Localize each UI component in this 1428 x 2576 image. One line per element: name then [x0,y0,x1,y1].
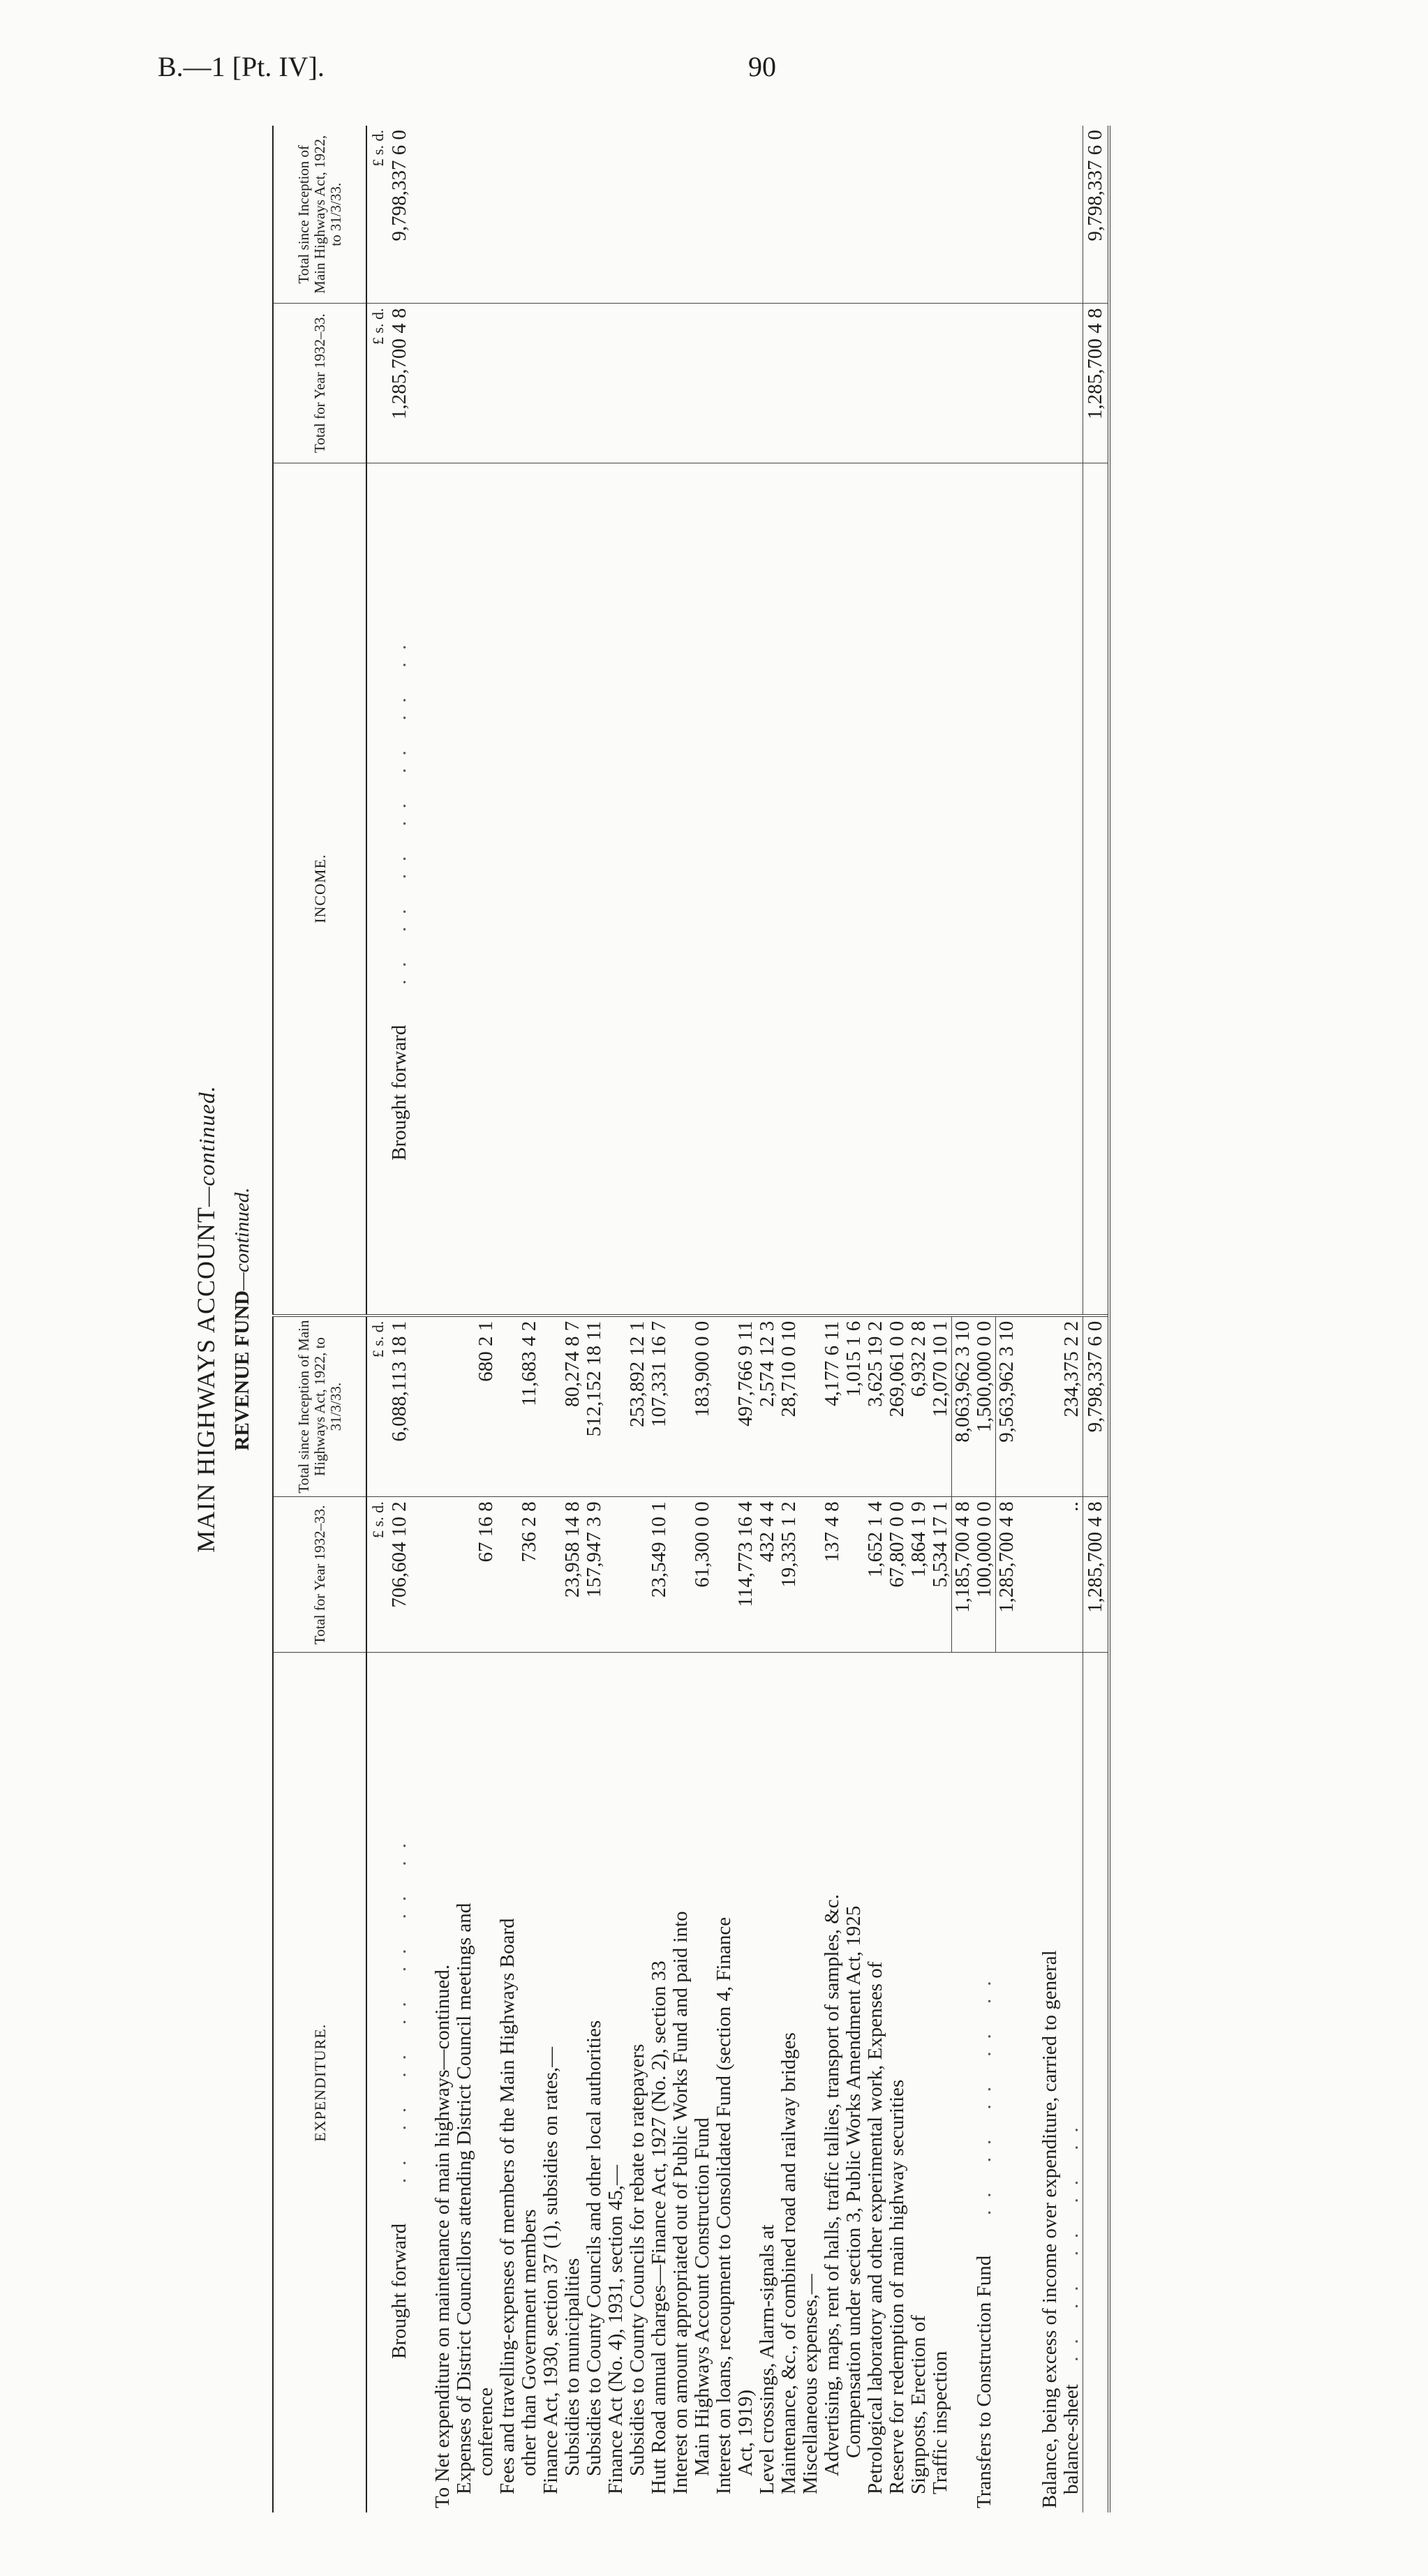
expenditure-line-since: 253,892 12 1 [627,1316,648,1497]
units-label: £ s. d. [366,126,389,304]
col-inc-total-year: Total for Year 1932–33. [273,304,366,463]
inc-bf-year: 1,285,700 4 8 [389,304,410,463]
expenditure-line-since: 28,710 0 10 [778,1316,800,1497]
expenditure-line-row [648,126,670,2512]
subtotal2-row [996,126,1018,2512]
expenditure-line-label: Fees and travelling-expenses of members of the Main Highways Board [496,1918,519,2494]
brought-forward-row [389,126,410,2512]
expenditure-line-since: 680 2 1 [475,1316,497,1497]
expenditure-line-since [454,1316,475,1497]
expenditure-line-row [519,126,540,2512]
expenditure-line-since: 512,152 18 11 [583,1316,605,1497]
expenditure-line-label: conference [475,2387,497,2476]
balance-since: 234,375 2 2 [1061,1316,1083,1497]
net-expenditure-heading-row [432,126,454,2512]
expenditure-line-year: 5,534 17 1 [930,1497,952,1653]
column-header-row [273,126,366,2512]
exp-brought-forward-text: Brought forward [388,2223,410,2359]
col-expenditure: EXPENDITURE. [273,1653,366,2512]
expenditure-line-year: 67 16 8 [475,1497,497,1653]
balance-row-2 [1061,126,1083,2512]
expenditure-line-year: 19,335 1 2 [778,1497,800,1653]
expenditure-line-since: 497,766 9 11 [735,1316,757,1497]
expenditure-line-row [627,126,648,2512]
expenditure-line-year [605,1497,627,1653]
expenditure-line-since [713,1316,735,1497]
expenditure-line-year: 736 2 8 [519,1497,540,1653]
expenditure-line-since: 12,070 10 1 [930,1316,952,1497]
expenditure-line-row [562,126,583,2512]
expenditure-line-year [454,1497,475,1653]
exp-bf-since: 6,088,113 18 1 [389,1316,410,1497]
expenditure-line-since: 80,274 8 7 [562,1316,583,1497]
expenditure-line-label: Reserve for redemption of main highway securities [886,2079,908,2494]
subtotal-since: 8,063,962 3 10 [952,1316,974,1497]
balance-label-2-text: balance-sheet [1060,2384,1083,2494]
expenditure-lines [454,126,952,2512]
fund-title-text: REVENUE FUND [231,1290,253,1451]
expenditure-line-row [908,126,930,2512]
account-title-suffix: —continued. [194,1085,219,1207]
transfers-year: 100,000 0 0 [974,1497,996,1653]
expenditure-line-year: 1,864 1 9 [908,1497,930,1653]
expenditure-line-year: 23,549 10 1 [648,1497,670,1653]
units-label: £ s. d. [366,1316,389,1497]
expenditure-line-year [497,1497,519,1653]
page-number: 90 [748,51,776,82]
expenditure-line-year: 67,807 0 0 [886,1497,908,1653]
expenditure-line-label: Expenses of District Councillors attending District Council meetings and [453,1903,475,2494]
expenditure-line-row [497,126,519,2512]
expenditure-line-label: Interest on loans, recoupment to Consolidated Fund (section 4, Finance [713,1916,735,2494]
subtotal2-year: 1,285,700 4 8 [996,1497,1018,1653]
expenditure-line-since [605,1316,627,1497]
inc-brought-forward-text: Brought forward [388,1025,410,1161]
units-label: £ s. d. [366,1497,389,1653]
subtotal2-since: 9,563,962 3 10 [996,1316,1018,1497]
expenditure-line-since: 3,625 19 2 [865,1316,886,1497]
exp-total-year: 1,285,700 4 8 [1083,1497,1110,1653]
expenditure-line-year [540,1497,562,1653]
col-exp-total-since: Total since Inception of Main Highways Act, 1922, to 31/3/33. [273,1316,366,1497]
expenditure-line-row [475,126,497,2512]
balance-row-1 [1039,126,1061,2512]
expenditure-line-label: Hutt Road annual charges—Finance Act, 1927 (No. 2), section 33 [648,1960,670,2494]
expenditure-line-row [930,126,952,2512]
rotated-account-table [192,126,1326,2512]
expenditure-line-label: Finance Act (No. 4), 1931, section 45,— [604,2165,627,2494]
units-label: £ s. d. [366,304,389,463]
expenditure-line-year: 114,773 16 4 [735,1497,757,1653]
inc-bf-since: 9,798,337 6 0 [389,126,410,304]
balance-label: Balance, being excess of income over expenditure, carried to general [1039,1950,1061,2508]
fund-title [232,126,253,2512]
transfers-since: 1,500,000 0 0 [974,1316,996,1497]
expenditure-line-year: 432 4 4 [757,1497,778,1653]
expenditure-line-row [886,126,908,2512]
expenditure-line-row [843,126,865,2512]
expenditure-line-year: 61,300 0 0 [692,1497,713,1653]
inc-total-since: 9,798,337 6 0 [1083,126,1110,304]
expenditure-line-year: 23,958 14 8 [562,1497,583,1653]
expenditure-line-label: Interest on amount appropriated out of Public Works Fund and paid into [669,1911,692,2494]
expenditure-line-row [735,126,757,2512]
expenditure-line-since: 1,015 1 6 [843,1316,865,1497]
units-row [366,126,389,2512]
expenditure-line-since: 6,932 2 8 [908,1316,930,1497]
expenditure-line-label: Miscellaneous expenses,— [799,2274,821,2494]
expenditure-line-row [713,126,735,2512]
expenditure-line-year [713,1497,735,1653]
col-income: INCOME. [273,463,366,1315]
exp-brought-forward-label: Brought forward .. .. .. .. .. .. .. [388,1831,410,2359]
expenditure-line-label: Signposts, Erection of [907,2315,930,2494]
expenditure-line-label: Maintenance, &c., of combined road and railway bridges [778,2032,800,2494]
expenditure-line-since [497,1316,519,1497]
expenditure-line-year [843,1497,865,1653]
transfers-text: Transfers to Construction Fund [973,2255,995,2508]
expenditure-line-label: Petrological laboratory and other experimental work, Expenses of [864,1961,886,2494]
expenditure-line-year: 1,652 1 4 [865,1497,886,1653]
expenditure-line-row [865,126,886,2512]
expenditure-line-row [778,126,800,2512]
exp-total-since: 9,798,337 6 0 [1083,1316,1110,1497]
expenditure-line-year [627,1497,648,1653]
expenditure-line-label: Act, 1919) [734,2389,757,2476]
net-expenditure-heading: To Net expenditure on maintenance of main highways—continued. [431,1964,454,2508]
expenditure-line-year [670,1497,692,1653]
col-exp-total-year: Total for Year 1932–33. [273,1497,366,1653]
col-inc-total-since: Total since Inception of Main Highways Act, 1922, to 31/3/33. [273,126,366,304]
subtotal-row [952,126,974,2512]
expenditure-line-row [454,126,475,2512]
expenditure-line-row [670,126,692,2512]
exp-bf-year: 706,604 10 2 [389,1497,410,1653]
expenditure-line-year: 137 4 8 [821,1497,843,1653]
total-row [1083,126,1110,2512]
balance-year: .. [1061,1497,1083,1653]
expenditure-line-row [821,126,843,2512]
expenditure-line-since [540,1316,562,1497]
expenditure-line-row [583,126,605,2512]
expenditure-line-label: Subsidies to County Councils and other local authorities [583,2020,605,2476]
expenditure-line-row [692,126,713,2512]
page-reference: B.—1 [Pt. IV]. [158,51,325,82]
expenditure-line-since: 4,177 6 11 [821,1316,843,1497]
expenditure-line-since: 183,900 0 0 [692,1316,713,1497]
expenditure-line-year [800,1497,821,1653]
expenditure-line-label: other than Government members [518,2209,540,2476]
inc-brought-forward-label: Brought forward .. .. .. .. .. .. .. [389,463,410,1315]
transfers-label: Transfers to Construction Fund .. .. .. .. .. [973,1968,995,2508]
expenditure-line-since [670,1316,692,1497]
expenditure-line-row [800,126,821,2512]
subtotal-year: 1,185,700 4 8 [952,1497,974,1653]
transfers-row [974,126,996,2512]
expenditure-line-label: Main Highways Account Construction Fund [691,2117,713,2476]
expenditure-line-since: 269,061 0 0 [886,1316,908,1497]
expenditure-line-year: 157,947 3 9 [583,1497,605,1653]
expenditure-line-since [800,1316,821,1497]
revenue-fund-table [272,126,1110,2512]
expenditure-line-label: Finance Act, 1930, section 37 (1), subsidies on rates,— [540,2046,562,2494]
expenditure-line-since: 11,683 4 2 [519,1316,540,1497]
account-title-text: MAIN HIGHWAYS ACCOUNT [192,1206,220,1553]
expenditure-line-row [540,126,562,2512]
inc-total-year: 1,285,700 4 8 [1083,304,1110,463]
expenditure-line-label: Traffic inspection [929,2351,951,2494]
expenditure-line-label: Advertising, maps, rent of halls, traffic tallies, transport of samples, &c. [821,1894,843,2476]
expenditure-line-row [605,126,627,2512]
expenditure-line-since: 2,574 12 3 [757,1316,778,1497]
expenditure-line-label: Level crossings, Alarm-signals at [756,2224,778,2494]
account-title [192,126,220,2512]
expenditure-line-since: 107,331 16 7 [648,1316,670,1497]
expenditure-line-label: Subsidies to County Councils for rebate to ratepayers [626,2043,648,2476]
expenditure-line-label: Compensation under section 3, Public Works Amendment Act, 1925 [842,1905,865,2458]
expenditure-line-row [757,126,778,2512]
balance-label-2: balance-sheet .. .. .. .. .. [1060,2115,1083,2494]
expenditure-line-label: Subsidies to municipalities [561,2258,583,2476]
fund-title-suffix: —continued. [231,1187,253,1290]
